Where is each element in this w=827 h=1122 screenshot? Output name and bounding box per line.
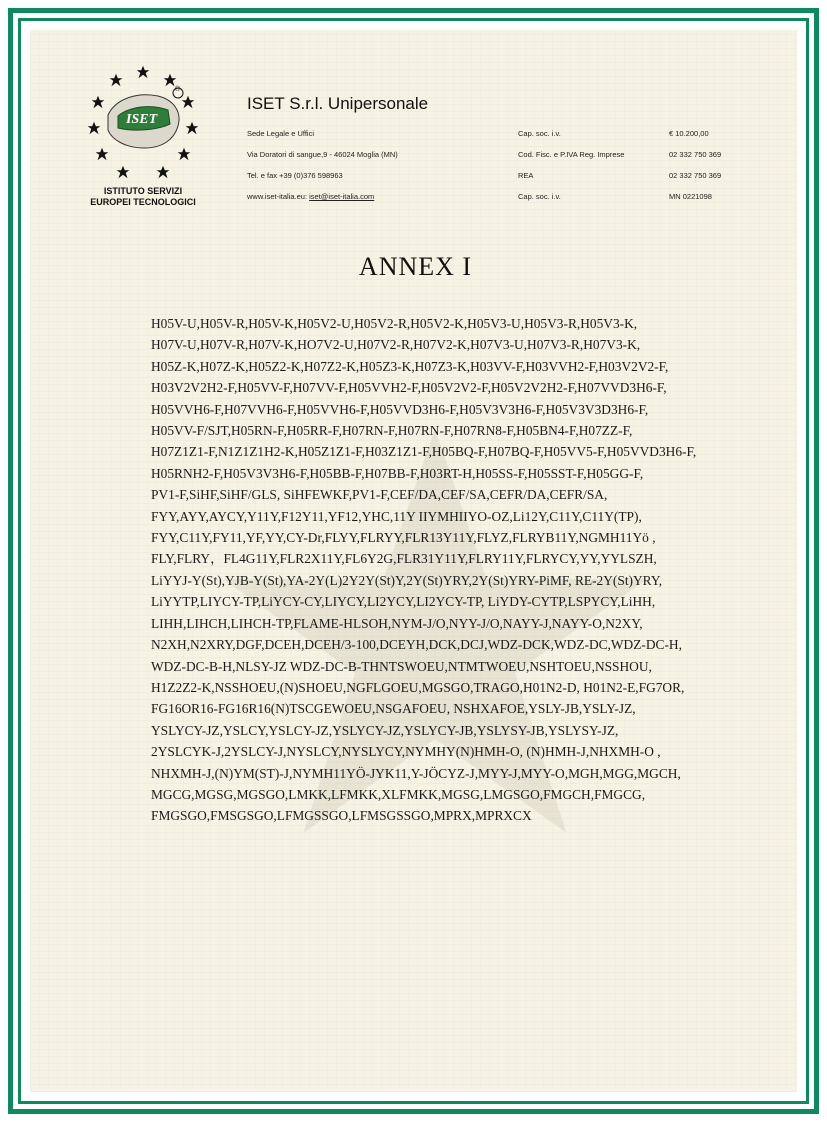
logo-caption-line2: EUROPEI TECNOLOGICI — [90, 197, 196, 207]
text-line: H1Z2Z2-K,NSSHOEU,(N)SHOEU,NGFLGOEU,MGSGO,TRAGO,H01N2-D, H01N2-E,FG7OR, — [151, 679, 685, 695]
info-value: 02 332 750 369 — [669, 171, 722, 180]
company-name: ISET S.r.l. Unipersonale — [247, 94, 429, 113]
text-line: MGCG,MGSG,MGSGO,LMKK,LFMKK,XLFMKK,MGSG,LMGSGO,FMGCH,FMGCG, — [151, 786, 646, 802]
text-line: PV1-F,SiHF,SiHF/GLS, SiHFEWKF,PV1-F,CEF/DA,CEF/SA,CEFR/DA,CEFR/SA, — [151, 487, 608, 503]
text-line: WDZ-DC-B-H,NLSY-JZ WDZ-DC-B-THNTSWOEU,NTMTWOEU,NSHTOEU,NSSHOU, — [151, 658, 652, 674]
text-line: LiYYTP,LIYCY-TP,LiYCY-CY,LIYCY,LI2YCY,LI2YCY-TP, LiYDY-CYTP,LSPYCY,LiHH, — [151, 594, 656, 610]
document-paper — [30, 30, 797, 1092]
text-line: FLY,FLRY，FL4G11Y,FLR2X11Y,FL6Y2G,FLR31Y11Y,FLRY11Y,FLRYCY,YY,YYLSZH, — [151, 551, 657, 567]
document-title: ANNEX I — [358, 252, 473, 281]
text-line: LIHH,LIHCH,LIHCH-TP,FLAME-HLSOH,NYM-J/O,NYY-J/O,NAYY-J,NAYY-O,N2XY, — [151, 615, 643, 631]
text-line: LiYYJ-Y(St),YJB-Y(St),YA-2Y(L)2Y2Y(St)Y,2Y(St)YRY,2Y(St)YRY-PiMF, RE-2Y(St)YRY, — [151, 572, 663, 588]
info-label: Cod. Fisc. e P.IVA Reg. Imprese — [518, 150, 625, 159]
info-left: Sede Legale e Uffici — [247, 129, 314, 138]
text-line: FYY,AYY,AYCY,Y11Y,F12Y11,YF12,YHC,11Y IIYMHIIYO-OZ,Li12Y,C11Y,C11Y(TP), — [151, 508, 642, 524]
text-line: H05V-U,H05V-R,H05V-K,H05V2-U,H05V2-R,H05V2-K,H05V3-U,H05V3-R,H05V3-K, — [151, 316, 638, 331]
logo-wordmark: ISET — [126, 112, 158, 127]
text-line: YSLYCY-JZ,YSLCY,YSLCY-JZ,YSLYCY-JZ,YSLYCY-JB,YSLYSY-JB,YSLYSY-JZ, — [151, 722, 619, 738]
text-line: H07Z1Z1-F,N1Z1Z1H2-K,H05Z1Z1-F,H03Z1Z1-F,H05BQ-F,H07BQ-F,H05VV5-F,H05VVD3H6-F, — [151, 444, 697, 460]
logo-caption — [78, 186, 208, 208]
text-line: FG16OR16-FG16R16(N)TSCGEWOEU,NSGAFOEU, NSHXAFOE,YSLY-JB,YSLY-JZ, — [151, 701, 636, 717]
text-line: FMGSGO,FMSGSGO,LFMGSSGO,LFMSGSSGO,MPRX,MPRXCX — [151, 808, 532, 824]
website-link[interactable]: www.iset-italia.eu — [247, 192, 305, 201]
info-label: REA — [518, 171, 534, 180]
info-contacts: www.iset-italia.eu: iset@iset-italia.com — [247, 192, 375, 201]
logo-caption-line1: ISTITUTO SERVIZI — [103, 186, 183, 196]
text-line: H05VV-F/SJT,H05RN-F,H05RR-F,H07RN-F,H07RN-F,H07RN8-F,H05BN4-F,H07ZZ-F, — [151, 423, 633, 439]
text-line: 2YSLCYK-J,2YSLCY-J,NYSLCY,NYSLYCY,NYMHY(N)HMH-O, (N)HMH-J,NHXMH-O , — [151, 744, 661, 760]
text-line: N2XH,N2XRY,DGF,DCEH,DCEH/3-100,DCEYH,DCK,DCJ,WDZ-DCK,WDZ-DC,WDZ-DC-H, — [151, 637, 682, 653]
info-value: 02 332 750 369 — [669, 150, 722, 159]
info-value: € 10.200,00 — [669, 129, 709, 138]
logo-registered-mark: ® — [175, 86, 181, 93]
info-label: Cap. soc. i.v. — [518, 129, 561, 138]
cable-code-list — [151, 313, 763, 827]
email-link[interactable]: iset@iset-italia.com — [309, 192, 375, 201]
info-label: Cap. soc. i.v. — [518, 192, 561, 201]
info-left: Tel. e fax +39 (0)376 598963 — [247, 171, 343, 180]
text-line: H03V2V2H2-F,H05VV-F,H07VV-F,H05VVH2-F,H05V2V2-F,H05V2V2H2-F,H07VVD3H6-F, — [151, 380, 667, 396]
info-value: MN 0221098 — [669, 192, 712, 201]
text-line: FYY,C11Y,FY11,YF,YY,CY-Dr,FLYY,FLRYY,FLR13Y11Y,FLYZ,FLRYB11Y,NGMH11Yö , — [151, 530, 656, 546]
text-line: H05Z-K,H07Z-K,H05Z2-K,H07Z2-K,H05Z3-K,H07Z3-K,H03VV-F,H03VVH2-F,H03V2V2-F, — [151, 358, 669, 374]
text-line: NHXMH-J,(N)YM(ST)-J,NYMH11YÖ-JYK11,Y-JÖCYZ-J,MYY-J,MYY-O,MGH,MGG,MGCH, — [151, 765, 681, 781]
text-line: H05RNH2-F,H05V3V3H6-F,H05BB-F,H07BB-F,H03RT-H,H05SS-F,H05SST-F,H05GG-F, — [151, 465, 644, 481]
company-logo — [78, 60, 208, 210]
info-left: Via Doratori di sangue,9 - 46024 Moglia (MN) — [247, 150, 398, 159]
text-line: H07V-U,H07V-R,H07V-K,HO7V2-U,H07V2-R,H07V2-K,H07V3-U,H07V3-R,H07V3-K, — [151, 337, 641, 353]
text-line: H05VVH6-F,H07VVH6-F,H05VVH6-F,H05VVD3H6-F,H05V3V3H6-F,H05V3V3D3H6-F, — [151, 401, 649, 417]
